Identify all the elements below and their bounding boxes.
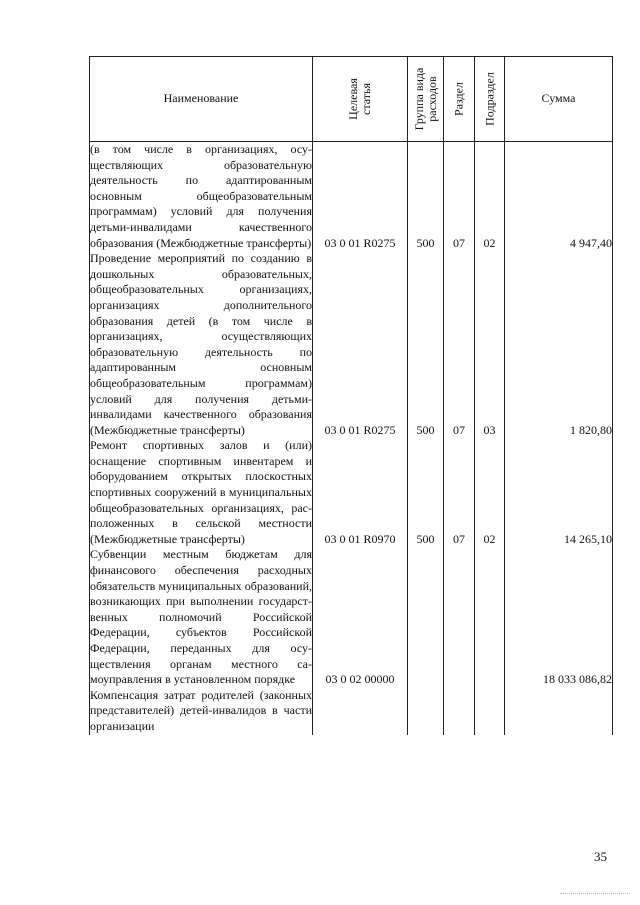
row-name: Проведение мероприятий по созданию в дошкольных образовательных, общеобразовательных организациях, организациях дополнительного образования детей (в том числе в организациях, осуществляющих образовательную деятельность по адаптированным основным общеобразовательным программам) условий для получения детьми-инвалидами качественного образования (Межбюджетные трансферты) [90, 251, 312, 437]
header-group-label: Группа вида расходов [411, 67, 439, 131]
row-sum [505, 688, 613, 735]
row-group [408, 688, 444, 735]
table-row [90, 688, 613, 735]
table-row [90, 142, 613, 252]
header-subsection-label: Подраздел [482, 72, 496, 126]
header-group [408, 57, 444, 142]
row-group [408, 547, 444, 687]
table-row [90, 547, 613, 687]
header-name-label: Наименование [163, 91, 239, 106]
row-name: Компенсация затрат родителей (законных представителей) детей-инвалидов в части организации [90, 687, 312, 733]
table-row [90, 251, 613, 438]
row-name: (в том числе в организациях, осуществляющих образовательную деятельность по адаптированным основным общеобразовательным программам) условий для получения детьми-инвалидами качественного образования (Межбюджетные трансферты) [90, 142, 312, 250]
row-sum: 14 265,10 [505, 438, 613, 547]
row-section: 07 [444, 251, 475, 438]
budget-table [89, 56, 613, 735]
row-group: 500 [408, 251, 444, 438]
header-section [444, 57, 475, 142]
row-target [313, 688, 408, 735]
header-subsection [475, 57, 505, 142]
row-group: 500 [408, 142, 444, 252]
header-name [90, 57, 313, 142]
row-subsection [475, 688, 505, 735]
row-section [444, 547, 475, 687]
row-subsection [475, 547, 505, 687]
row-group: 500 [408, 438, 444, 547]
row-sum: 18 033 086,82 [505, 547, 613, 687]
row-sum: 4 947,40 [505, 142, 613, 252]
row-section: 07 [444, 438, 475, 547]
row-section [444, 688, 475, 735]
row-sum: 1 820,80 [505, 251, 613, 438]
scan-artifact-line [560, 893, 630, 894]
header-section-label: Раздел [451, 82, 466, 116]
row-target: 03 0 01 R0275 [313, 251, 408, 438]
table-header [90, 57, 613, 142]
row-name: Ремонт спортивных залов и (или) оснащение спортивным инвентарем и оборудованием открытых плоскостных спортивных сооружений в муниципальных общеобразовательных организациях, расположенных в сельской местности (Межбюджетные трансферты) [90, 438, 312, 546]
header-sum [505, 57, 613, 142]
row-subsection: 03 [475, 251, 505, 438]
table-body [90, 142, 613, 735]
table-row [90, 438, 613, 547]
row-name: Субвенции местным бюджетам для финансового обеспечения расходных обязательств муниципальных образований, возникающих при выполнении государственных полномочий Российской Федерации, субъектов Российской Федерации, переданных для осуществления органам местного самоуправления в установленном порядке [90, 547, 312, 687]
row-subsection: 02 [475, 438, 505, 547]
row-target: 03 0 01 R0275 [313, 142, 408, 252]
row-section: 07 [444, 142, 475, 252]
header-target-label: Целевая статья [346, 78, 373, 120]
row-target: 03 0 02 00000 [313, 547, 408, 687]
row-target: 03 0 01 R0970 [313, 438, 408, 547]
page-number: 35 [594, 849, 607, 864]
row-subsection: 02 [475, 142, 505, 252]
header-sum-label: Сумма [541, 91, 576, 106]
header-target [313, 57, 408, 142]
